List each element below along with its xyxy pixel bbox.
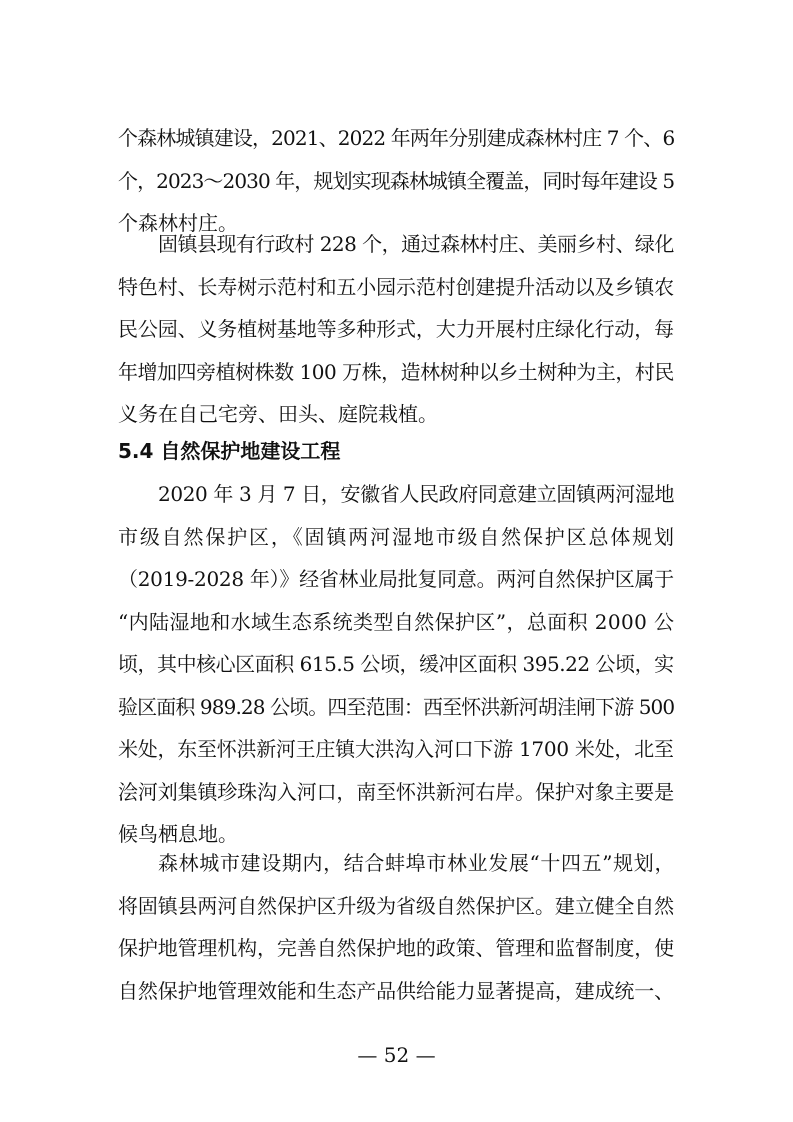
paragraph-2: [118, 223, 674, 436]
text-line: 个森林村庄。: [118, 211, 238, 235]
text-line: 保护地管理机构，完善自然保护地的政策、管理和监督制度，使: [118, 936, 674, 960]
text-line: 浍河刘集镇珍珠沟入河口，南至怀洪新河右岸。保护对象主要是: [118, 779, 674, 804]
text-line: 个森林城镇建设，2021、2022 年两年分别建成森林村庄 7 个、6: [118, 126, 675, 150]
text-line: 2020 年 3 月 7 日，安徽省人民政府同意建立固镇两河湿地: [158, 482, 675, 506]
page-number: — 52 —: [357, 1043, 436, 1067]
text-line: 特色村、长寿树示范村和五小园示范村创建提升活动以及乡镇农: [118, 274, 674, 299]
paragraph-3: [118, 473, 674, 856]
text-line: 顷，其中核心区面积 615.5 公顷，缓冲区面积 395.22 公顷，实: [118, 652, 674, 676]
text-line: “内陆湿地和水域生态系统类型自然保护区”，总面积 2000 公: [118, 609, 675, 634]
text-line: 将固镇县两河自然保护区升级为省级自然保护区。建立健全自然: [118, 893, 674, 918]
text-line: 森林城市建设期内，结合蚌埠市林业发展“十四五”规划，: [158, 851, 676, 875]
text-line: 米处，东至怀洪新河王庄镇大洪沟入河口下游 1700 米处，北至: [118, 737, 674, 761]
text-line: 验区面积 989.28 公顷。四至范围：西至怀洪新河胡洼闸下游 500: [118, 694, 675, 719]
text-line: （2019-2028 年）》经省林业局批复同意。两河自然保护区属于: [118, 567, 674, 591]
section-heading: 5.4 自然保护地建设工程: [118, 439, 341, 463]
text-line: 个，2023～2030 年，规划实现森林城镇全覆盖，同时每年建设 5: [118, 168, 675, 193]
text-line: 自然保护地管理效能和生态产品供给能力显著提高，建成统一、: [118, 978, 674, 1003]
text-line: 民公园、义务植树基地等多种形式，大力开展村庄绿化行动，每: [118, 317, 674, 341]
text-line: 年增加四旁植树株数 100 万株，造林树种以乡土树种为主，村民: [118, 359, 674, 384]
text-line: 义务在自己宅旁、田头、庭院栽植。: [118, 402, 438, 426]
paragraph-4: [118, 842, 674, 1012]
text-line: 固镇县现有行政村 228 个，通过森林村庄、美丽乡村、绿化: [158, 232, 674, 256]
text-line: 市级自然保护区，《固镇两河湿地市级自然保护区总体规划: [118, 524, 676, 549]
text-line: 候鸟栖息地。: [118, 822, 238, 846]
